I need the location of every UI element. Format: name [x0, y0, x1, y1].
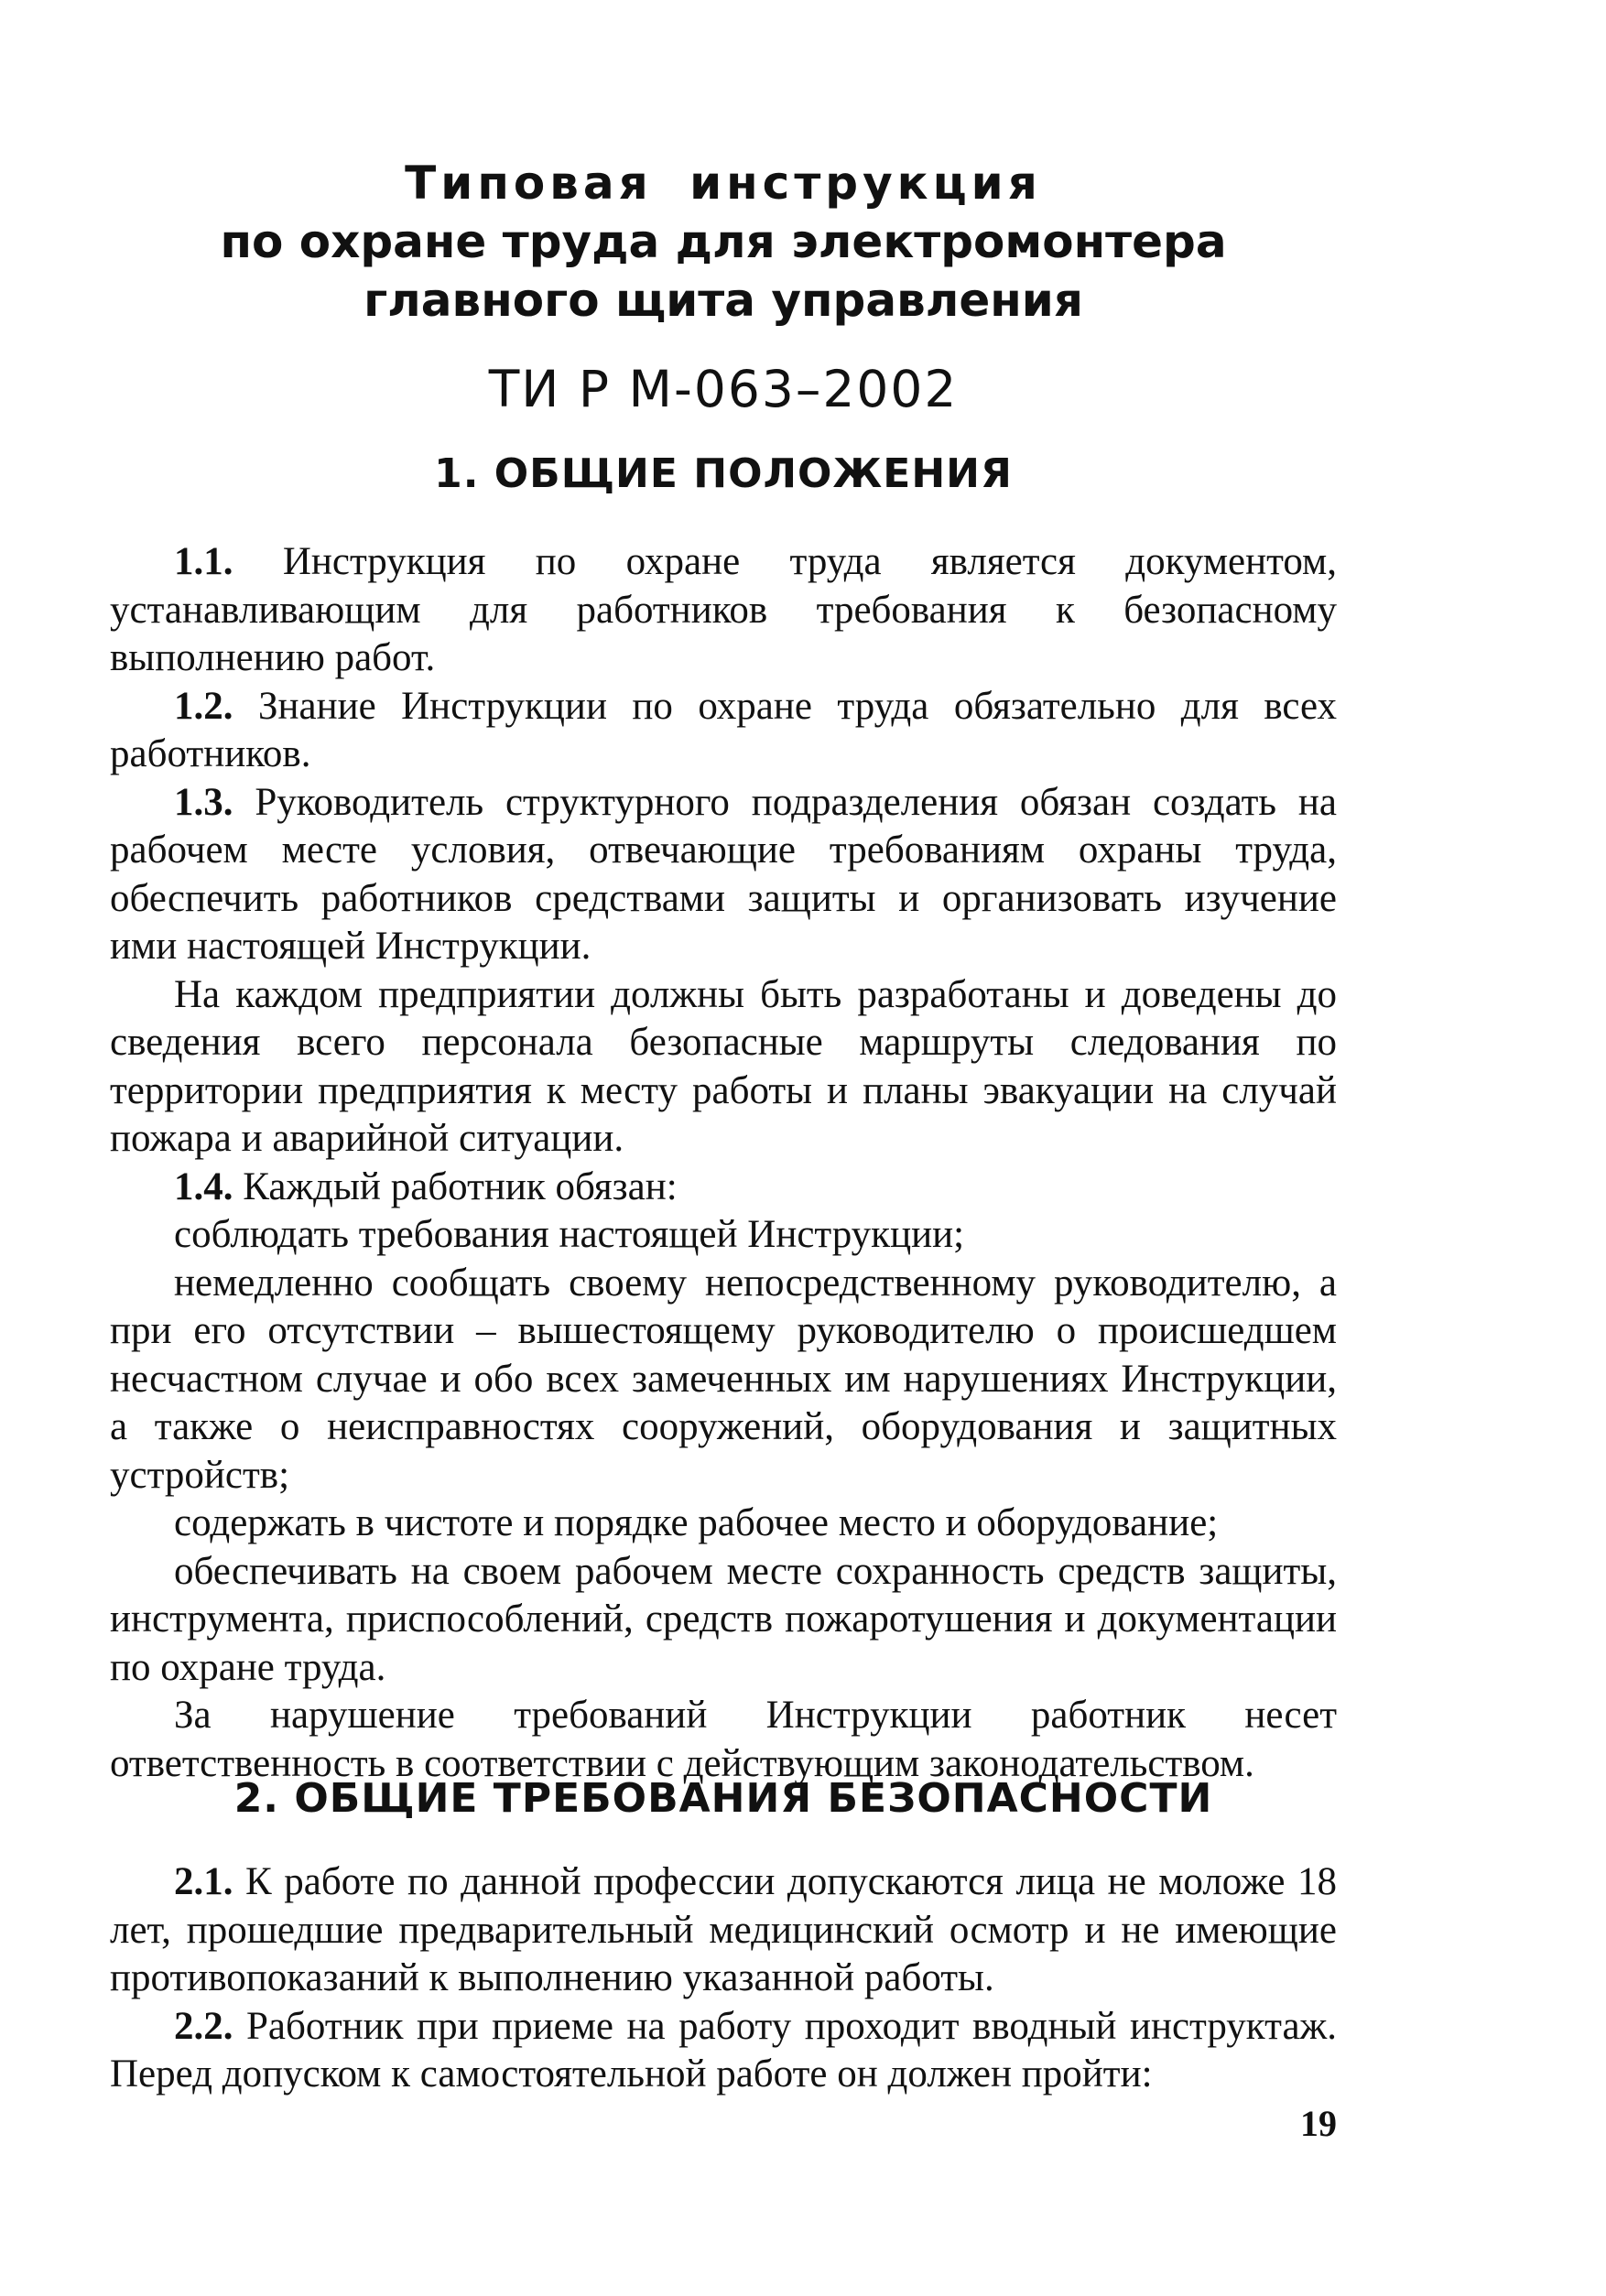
- paragraph-1-3: [110, 779, 1337, 971]
- document-code: ТИ Р М-063–2002: [488, 360, 959, 418]
- section-2-heading: 2. ОБЩИЕ ТРЕБОВАНИЯ БЕЗОПАСНОСТИ: [233, 1775, 1213, 1822]
- paragraph-text: Инструкция по охране труда является документом, устанавливающим для работников требования к безопасному выполнению работ.: [110, 540, 1337, 679]
- paragraph-number: 1.4.: [174, 1164, 233, 1208]
- title-line-2: по охране труда для электромонтера: [220, 215, 1227, 268]
- duty-item: [110, 1500, 1337, 1548]
- section-2-body: [110, 1858, 1337, 2099]
- paragraph-text: немедленно сообщать своему непосредственному руководителю, а при его отсутствии – вышестоящему руководителю о происшедшем несчастном случае и обо всех замеченных им нарушениях Инструкции, а также о неисправностях сооружений, оборудования и защитных устройств;: [110, 1261, 1337, 1497]
- duty-item: [110, 1211, 1337, 1260]
- paragraph-evacuation: [110, 971, 1337, 1164]
- paragraph-text: Руководитель структурного подразделения обязан создать на рабочем месте условия, отвечающие требованиям охраны труда, обеспечить работников средствами защиты и организовать изучение ими настоящей Инструкции.: [110, 780, 1337, 968]
- title-line-3: главного щита управления: [364, 274, 1083, 327]
- paragraph-text: содержать в чистоте и порядке рабочее место и оборудование;: [174, 1501, 1219, 1544]
- duty-item: [110, 1548, 1337, 1693]
- paragraph-1-4: [110, 1164, 1337, 1212]
- paragraph-number: 2.1.: [174, 1860, 233, 1903]
- paragraph-liability: [110, 1692, 1337, 1788]
- paragraph-text: Каждый работник обязан:: [233, 1164, 678, 1208]
- paragraph-2-1: [110, 1858, 1337, 2003]
- paragraph-text: Работник при приеме на работу проходит вводный инструктаж. Перед допуском к самостоятельной работе он должен пройти:: [110, 2004, 1337, 2096]
- paragraph-text: Знание Инструкции по охране труда обязательно для всех работников.: [110, 684, 1337, 775]
- paragraph-number: 1.1.: [174, 540, 233, 583]
- paragraph-2-2: [110, 2003, 1337, 2099]
- section-1-heading: 1. ОБЩИЕ ПОЛОЖЕНИЯ: [434, 450, 1013, 497]
- paragraph-text: соблюдать требования настоящей Инструкции;: [174, 1213, 965, 1256]
- paragraph-text: За нарушение требований Инструкции работник несет ответственность в соответствии с действующим законодательством.: [110, 1694, 1337, 1785]
- paragraph-number: 1.2.: [174, 684, 233, 728]
- paragraph-1-2: [110, 683, 1337, 779]
- paragraph-text: обеспечивать на своем рабочем месте сохранность средств защиты, инструмента, приспособлений, средств пожаротушения и документации по охране труда.: [110, 1549, 1337, 1689]
- document-title: [110, 154, 1337, 421]
- title-line-1: Типовая инструкция: [405, 157, 1042, 210]
- paragraph-text: К работе по данной профессии допускаются лица не моложе 18 лет, прошедшие предварительный медицинский осмотр и не имеющие противопоказаний к выполнению указанной работы.: [110, 1860, 1337, 1999]
- page-number: 19: [1300, 2103, 1337, 2144]
- document-page: [110, 0, 1337, 2296]
- paragraph-1-1: [110, 538, 1337, 683]
- paragraph-number: 2.2.: [174, 2004, 233, 2048]
- section-1-body: [110, 538, 1337, 1788]
- duty-item: [110, 1260, 1337, 1500]
- paragraph-text: На каждом предприятии должны быть разработаны и доведены до сведения всего персонала безопасные маршруты следования по территории предприятия к месту работы и планы эвакуации на случай пожара и аварийной ситуации.: [110, 972, 1337, 1160]
- paragraph-number: 1.3.: [174, 780, 233, 824]
